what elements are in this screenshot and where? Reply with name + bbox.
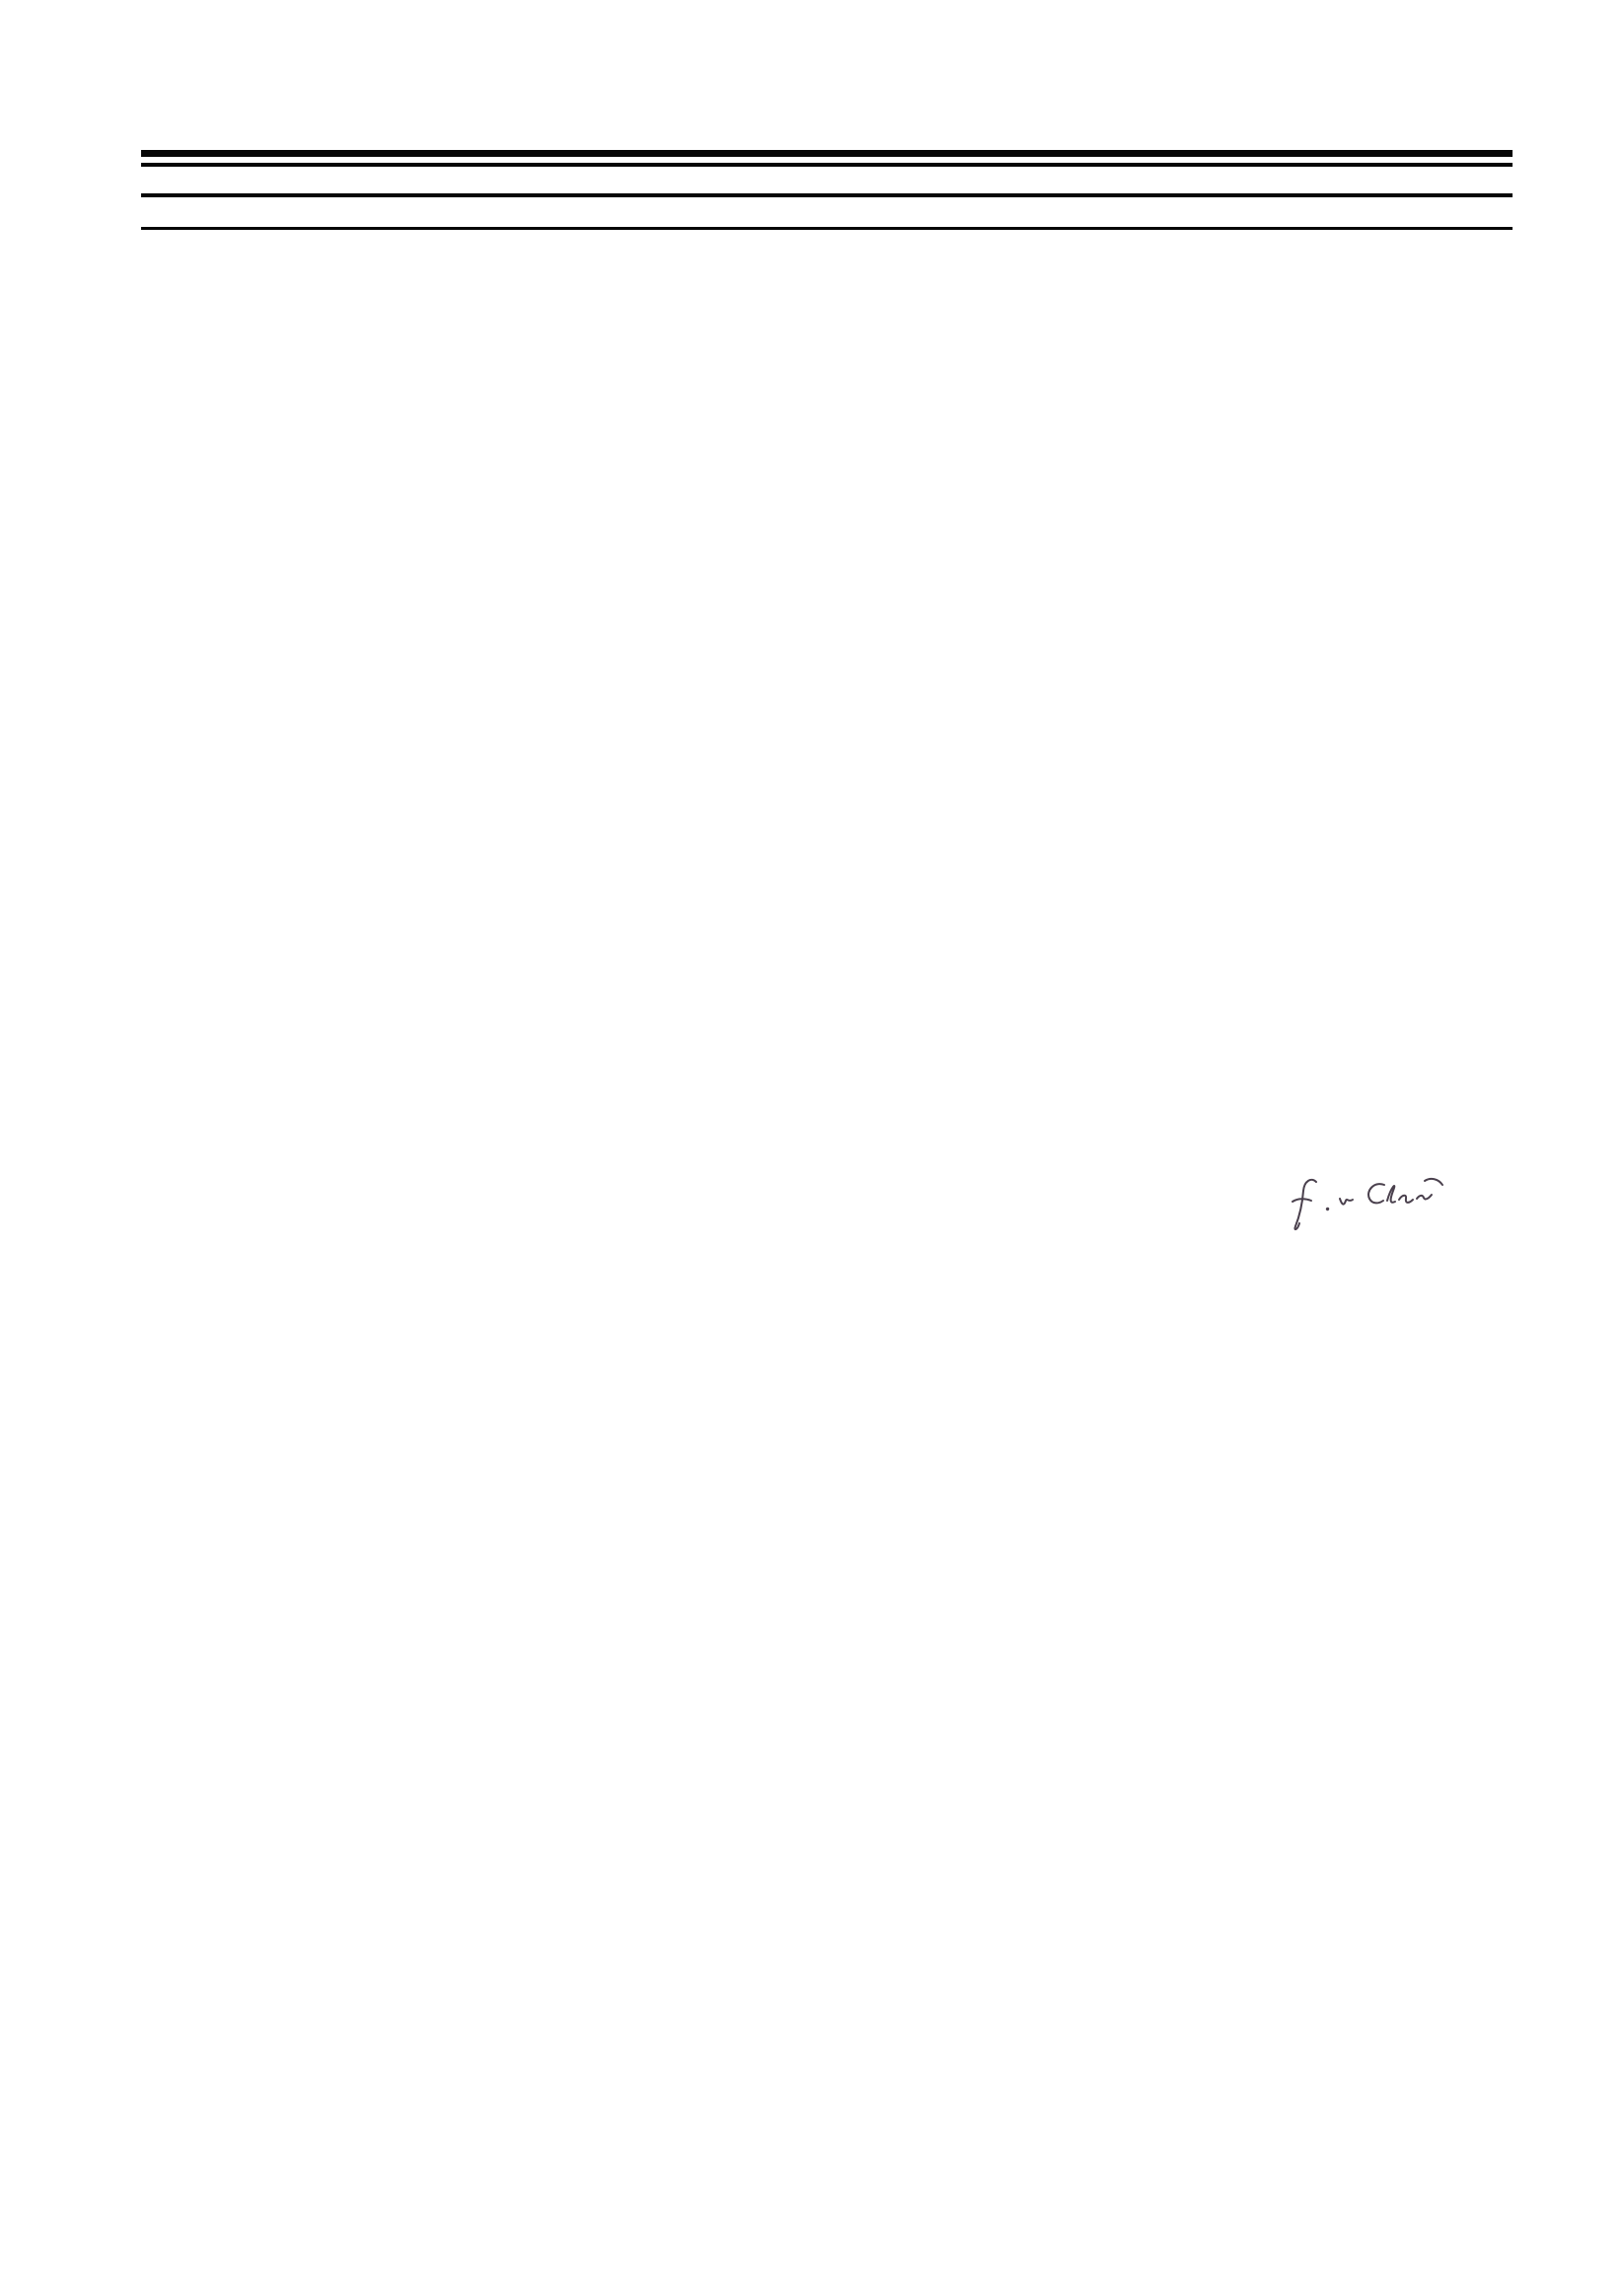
ingredient-table [141,193,1513,230]
total-line [141,236,1513,254]
table-header-row [141,195,1513,229]
certificate-content [141,0,1513,254]
col-header-percent [789,195,932,229]
signature [1287,1172,1462,1233]
header-rule-top [141,150,1513,157]
col-header-ingredient-name [141,195,789,229]
col-header-function [1293,195,1513,229]
header-rule-bottom [141,163,1513,167]
col-header-reference [1164,195,1293,229]
col-header-cas-no [932,195,1164,229]
